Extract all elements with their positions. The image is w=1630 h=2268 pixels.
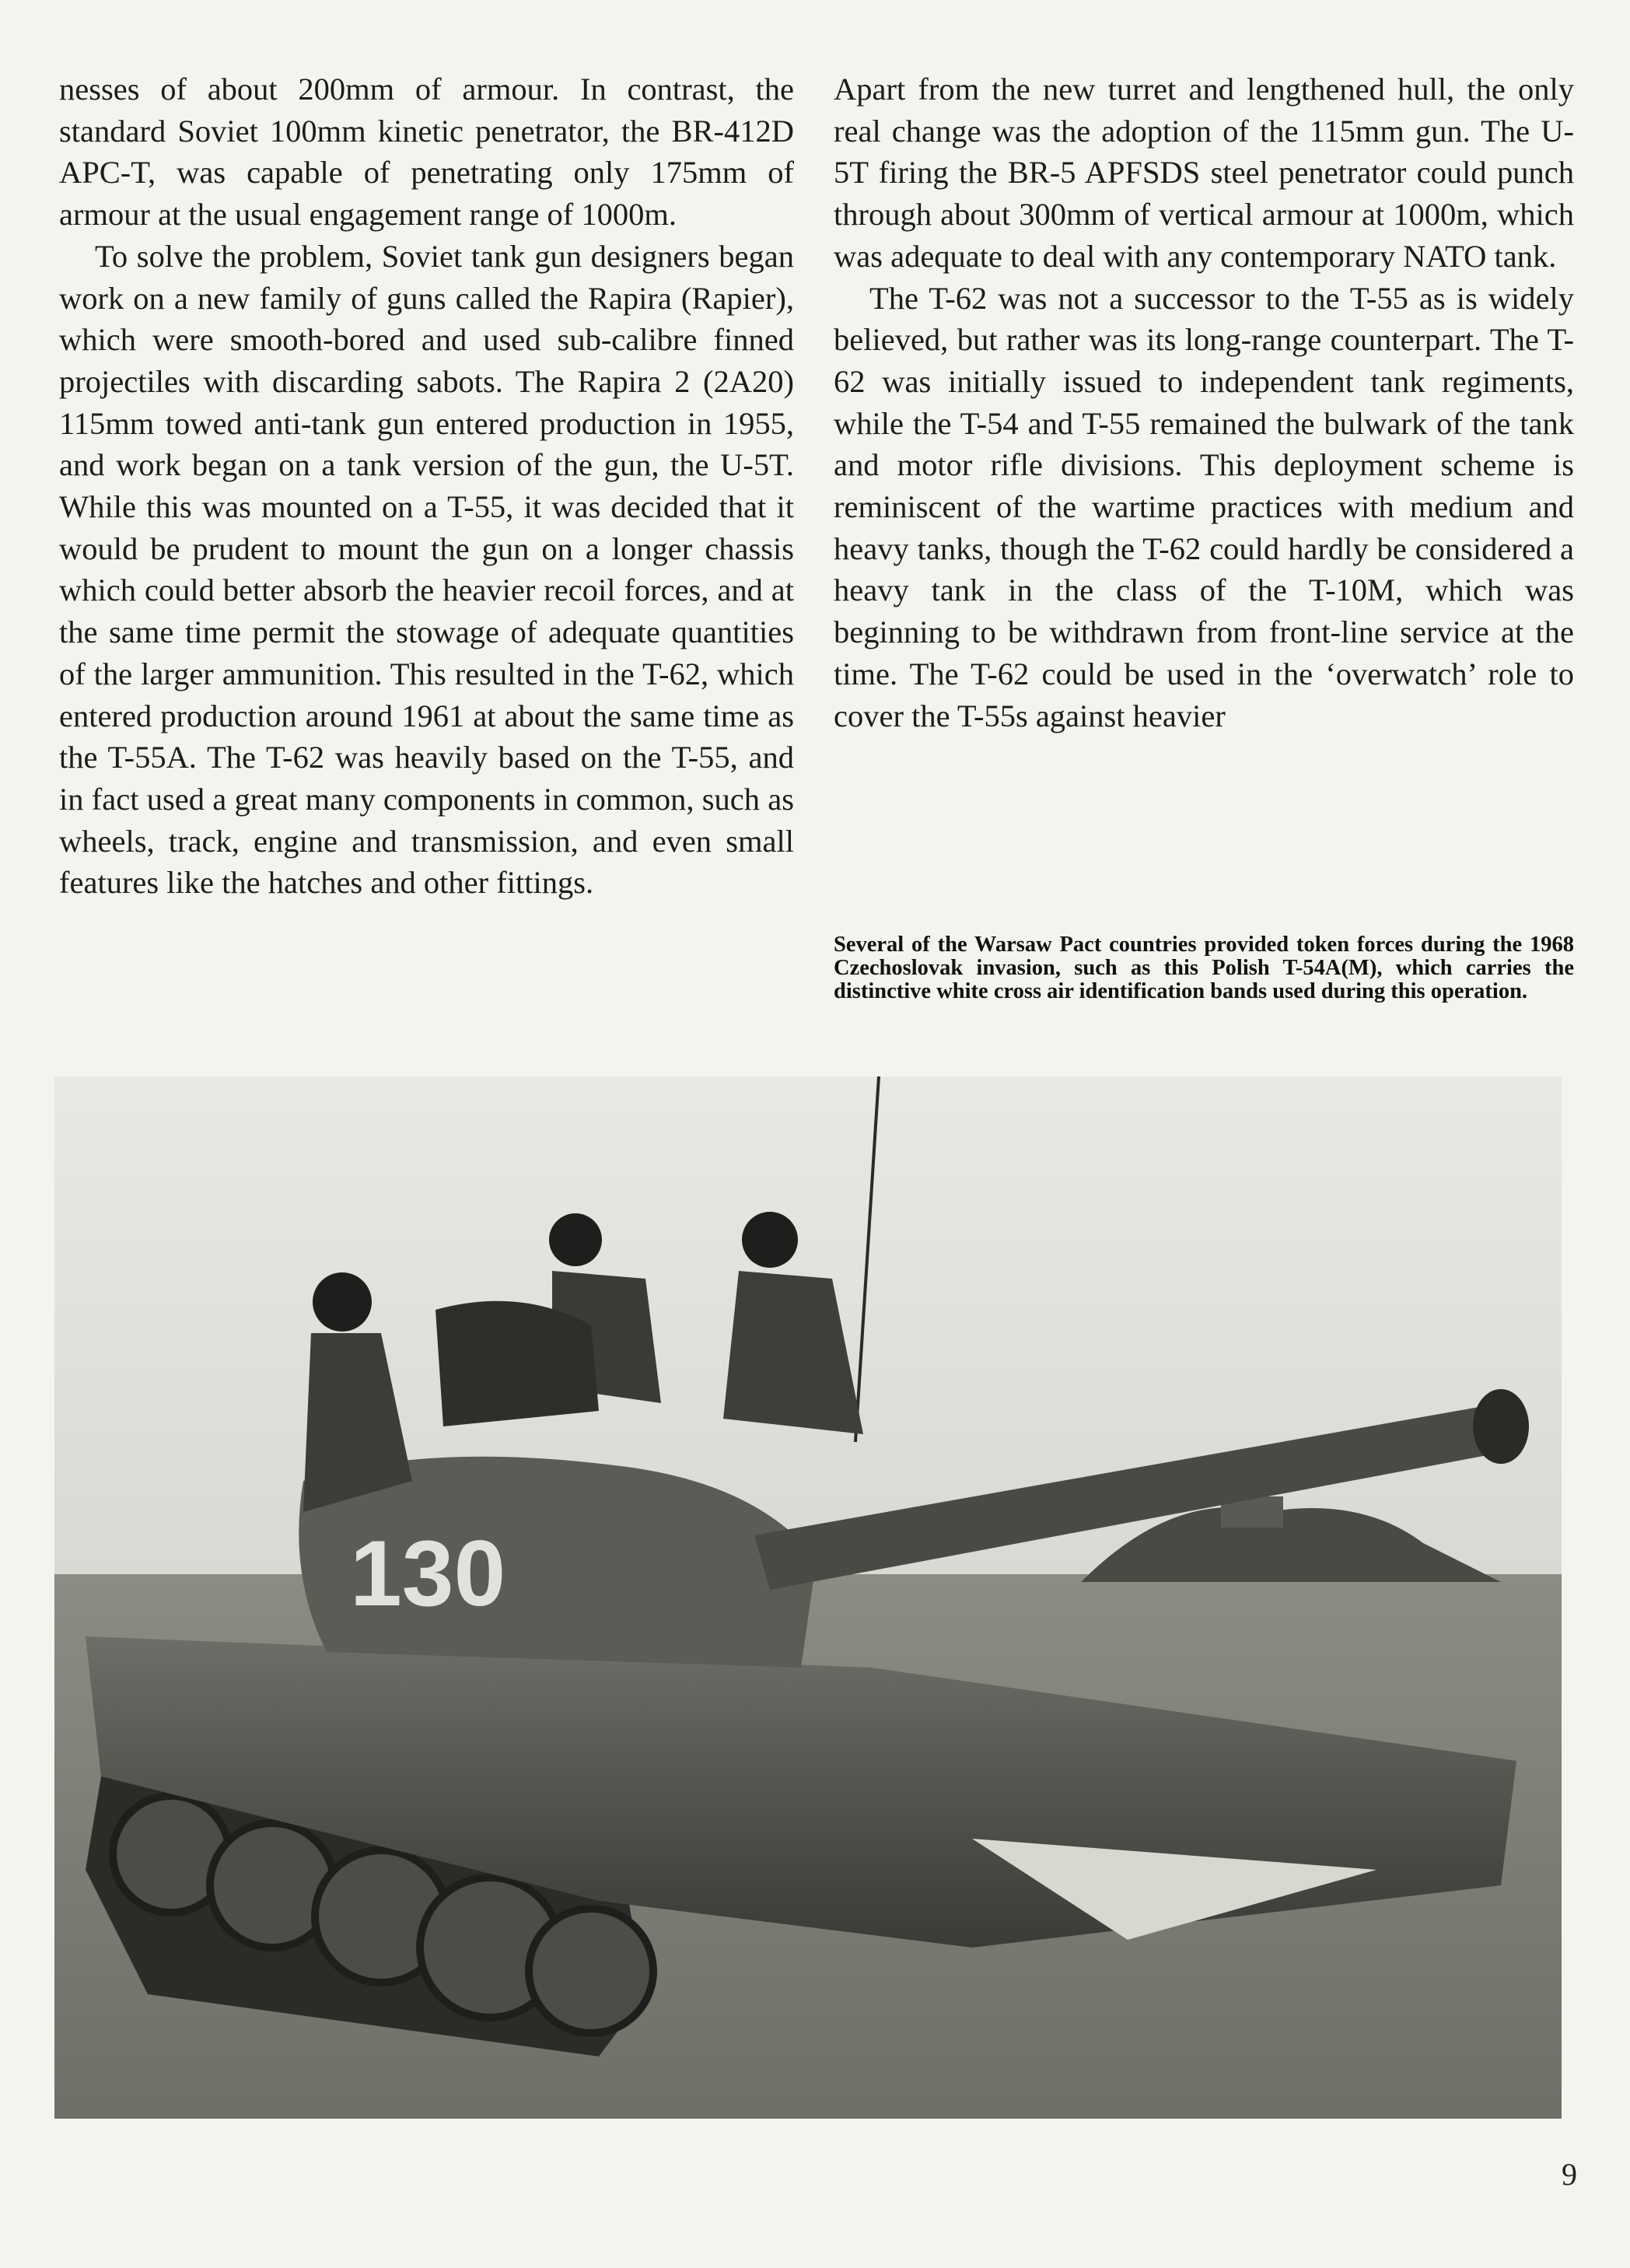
tank-photograph (54, 1076, 1562, 2119)
paragraph: nesses of about 200mm of armour. In contrast, the standard Soviet 100mm kinetic penetrator, the BR-412D APC-T, was capable of penetrating only 175mm of armour at the usual engagement range of 1000m. (59, 72, 794, 233)
left-text-column (59, 68, 794, 904)
tank-illustration (54, 1076, 1562, 2119)
right-text-column (834, 68, 1574, 737)
paragraph: Apart from the new turret and lengthened hull, the only real change was the adoption of the 115mm gun. The U-5T firing the BR-5 APFSDS steel penetrator could punch through about 300mm of vertical armour at 1000m, which was adequate to deal with any contemporary NATO tank. (834, 72, 1574, 274)
stowage-drum (435, 1301, 599, 1426)
page-number: 9 (1562, 2157, 1577, 2192)
gun-muzzle (1473, 1389, 1529, 1464)
turret-number: 130 (350, 1521, 506, 1626)
photo-caption: Several of the Warsaw Pact countries provided token forces during the 1968 Czechoslovak invasion, such as this Polish T-54A(M), which carries the distinctive white cross air identification bands used during this operation. (834, 933, 1574, 1003)
paragraph: The T-62 was not a successor to the T-55 as is widely believed, but rather was its long-range counterpart. The T-62 was initially issued to independent tank regiments, while the T-54 and T-55 remained the bulwark of the tank and motor rifle divisions. This deployment scheme is reminiscent of the wartime practices with medium and heavy tanks, though the T-62 could hardly be considered a heavy tank in the class of the T-10M, which was beginning to be withdrawn from front-line service at the time. The T-62 could be used in the ‘overwatch’ role to cover the T-55s against heavier (834, 280, 1574, 733)
paragraph: To solve the problem, Soviet tank gun designers began work on a new family of guns called the Rapira (Rapier), which were smooth-bored and used sub-calibre finned projectiles with discarding sabots. The Rapira 2 (2A20) 115mm towed anti-tank gun entered production in 1955, and work began on a tank version of the gun, the U-5T. While this was mounted on a T-55, it was decided that it would be prudent to mount the gun on a longer chassis which could better absorb the heavier recoil forces, and at the same time permit the stowage of adequate quantities of the larger ammunition. This resulted in the T-62, which entered production around 1961 at about the same time as the T-55A. The T-62 was heavily based on the T-55, and in fact used a great many components in common, such as wheels, track, engine and transmission, and even small features like the hatches and other fittings. (59, 238, 794, 901)
